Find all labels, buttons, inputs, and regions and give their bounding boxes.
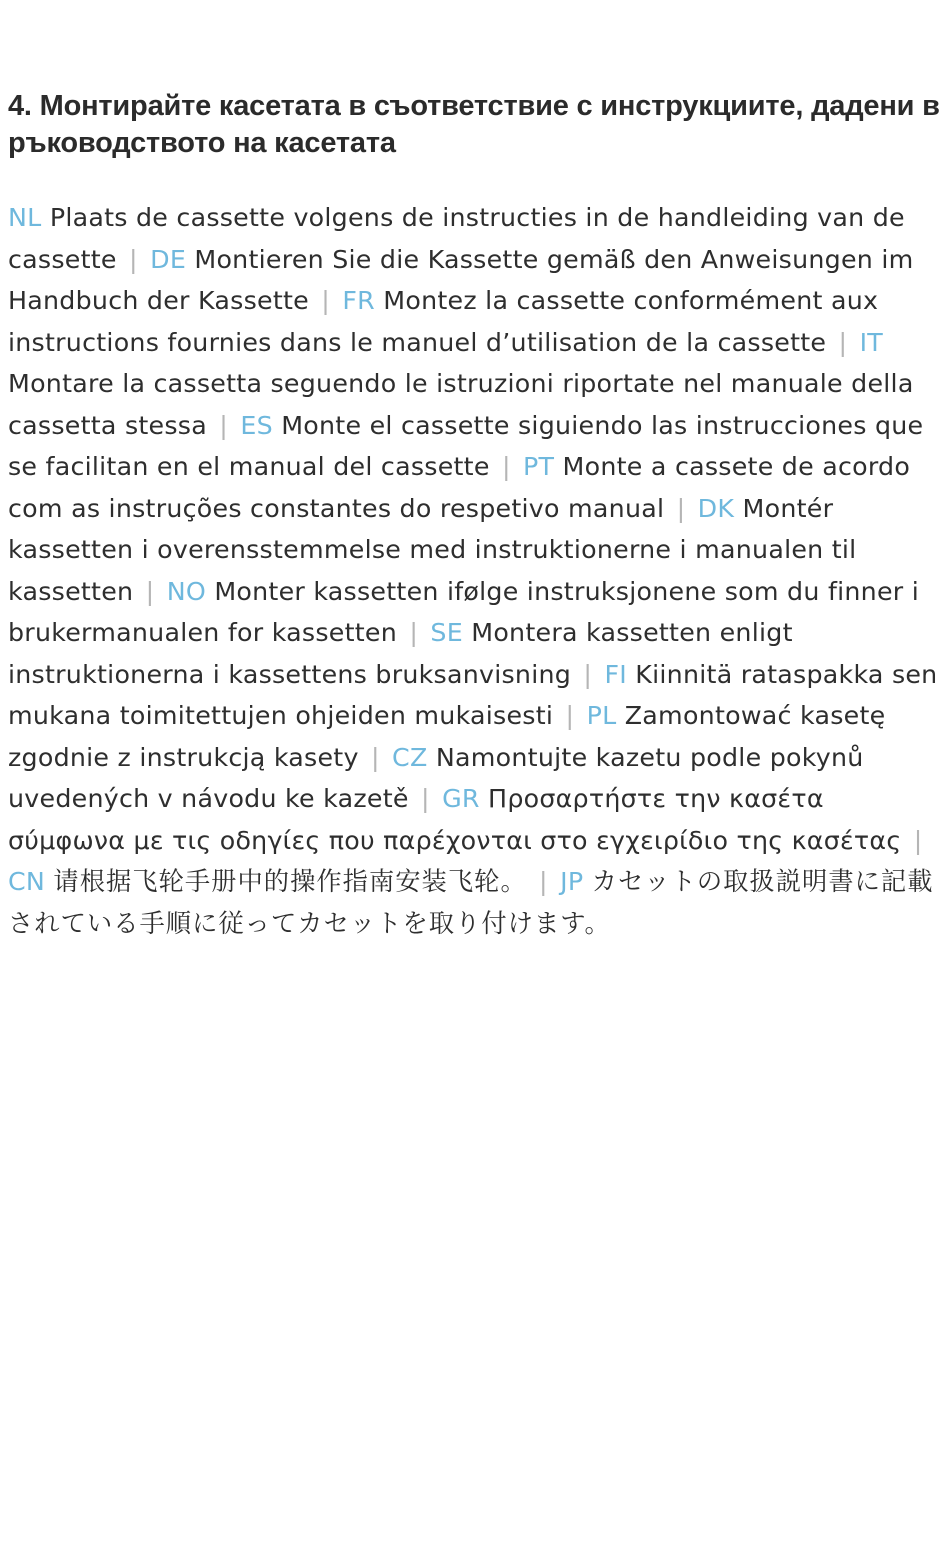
segment-separator: | [501,452,511,481]
segment-separator: | [370,742,380,772]
document-page [8,88,948,944]
section-heading: 4. Монтирайте касетата в съответствие с инструкциите, дадени в ръководството на касетата [8,90,940,159]
segment-separator: | [409,618,419,647]
segment-separator: | [565,701,575,730]
instruction-text-cn: 请根据飞轮手册中的操作指南安装飞轮。 [53,867,527,896]
instruction-text-pl: Zamontować kasetę zgodnie z instrukcją kasety [8,701,886,772]
segment-separator: | [145,576,155,606]
segment-separator: | [676,493,686,523]
instruction-text-de: Montieren Sie die Kassette gemäß den Anweisungen im Handbuch der Kassette [8,244,914,315]
segment-separator: | [321,286,331,315]
instruction-text-pt: Monte a cassete de acordo com as instruções constantes do respetivo manual [8,452,911,523]
language-code-cz: CZ [392,742,428,772]
segment-separator: | [583,659,593,689]
instruction-text-cz: Namontujte kazetu podle pokynů uvedených v návodu ke kazetě [8,742,864,813]
instruction-text-no: Monter kassetten ifølge instruksjonene som du finner i brukermanualen for kassetten [8,576,919,647]
segment-separator: | [219,410,229,440]
language-code-de: DE [150,244,187,274]
language-code-fr: FR [342,286,375,315]
segment-separator: | [539,867,548,896]
segment-separator: | [913,825,923,855]
language-code-jp: JP [560,867,584,896]
language-code-se: SE [430,618,463,647]
segment-separator: | [838,327,848,357]
instruction-text-gr: Προσαρτήστε την κασέτα σύμφωνα με τις οδηγίες που παρέχονται στο εγχειρίδιο της κασέτας [8,784,902,855]
instruction-text-dk: Montér kassetten i overensstemmelse med instruktionerne i manualen til kassetten [8,493,857,606]
instruction-text-fi: Kiinnitä rataspakka sen mukana toimitettujen ohjeiden mukaisesti [8,659,938,730]
language-code-it: IT [859,327,884,357]
segment-separator: | [129,244,138,274]
language-code-cn: CN [8,867,46,896]
language-code-no: NO [166,576,207,606]
language-code-es: ES [240,410,273,440]
segment-separator: | [420,784,430,813]
instruction-text-fr: Montez la cassette conformément aux instructions fournies dans le manuel d’utilisation de la cassette [8,286,879,357]
instruction-text-es: Monte el cassette siguiendo las instrucciones que se facilitan en el manual del cassette [8,410,924,481]
language-code-fi: FI [604,659,627,689]
instruction-text-jp: カセットの取扱説明書に記載されている手順に従ってカセットを取り付けます。 [8,867,934,938]
language-code-gr: GR [442,784,480,813]
multilingual-instructions [8,197,948,944]
language-code-pt: PT [523,452,555,481]
instruction-text-it: Montare la cassetta seguendo le istruzioni riportate nel manuale della cassetta stessa [8,369,914,440]
language-code-pl: PL [586,701,617,730]
instruction-text-nl: Plaats de cassette volgens de instructies in de handleiding van de cassette [8,203,905,274]
instruction-text-se: Montera kassetten enligt instruktionerna i kassettens bruksanvisning [8,618,793,689]
language-code-dk: DK [697,493,735,523]
language-code-nl: NL [8,203,42,232]
